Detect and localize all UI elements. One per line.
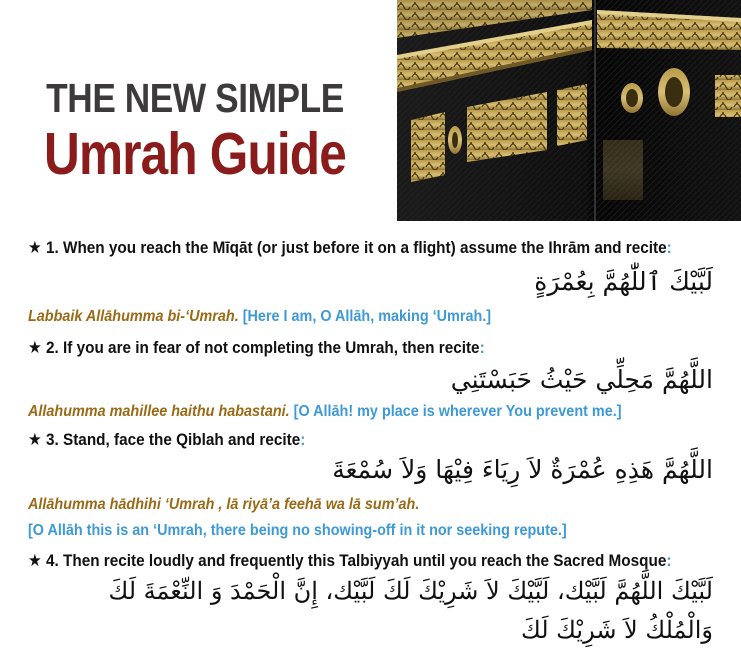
step-1-arabic: لَبَّيْكَ ٱللّٰهُمَّ بِعُمْرَةٍ [534,267,713,296]
step-1-translation [28,308,491,326]
kaaba-photo [397,0,741,221]
step-3-transliteration: Allāhumma hādhihi ‘Umrah , lā riyā’a feehā wa lā sum’ah. [28,496,420,513]
title-top: THE NEW SIMPLE [46,75,344,121]
step-2-translation [28,403,622,421]
star-icon: ★ [28,338,42,357]
star-icon: ★ [28,430,42,449]
step-1-transliteration: Labbaik Allāhumma bi-‘Umrah. [28,308,239,325]
step-1-text: 1. When you reach the Mīqāt (or just before it on a flight) assume the Ihrām and recite [46,238,667,257]
step-2-heading: ★ 2. If you are in fear of not completing the Umrah, then recite: [28,338,485,357]
step-3-translation [28,522,567,540]
step-3-text: 3. Stand, face the Qiblah and recite [46,430,301,449]
step-4-text: 4. Then recite loudly and frequently this Talbiyyah until you reach the Sacred Mosque [46,551,667,570]
step-2-meaning: [O Allāh! my place is wherever You prevent me.] [293,403,622,420]
star-icon: ★ [28,551,42,570]
step-4-heading: ★ 4. Then recite loudly and frequently this Talbiyyah until you reach the Sacred Mosque: [28,551,672,570]
step-1-heading: ★ 1. When you reach the Mīqāt (or just before it on a flight) assume the Ihrām and recite: [28,238,672,257]
step-3-meaning: [O Allāh this is an ‘Umrah, there being no showing-off in it nor seeking repute.] [28,522,567,539]
step-2-transliteration: Allahumma mahillee haithu habastani. [28,403,290,420]
step-2-text: 2. If you are in fear of not completing the Umrah, then recite [46,338,480,357]
step-3-heading: ★ 3. Stand, face the Qiblah and recite: [28,430,306,449]
step-2-arabic: اللَّهُمَّ مَحِلِّي حَيْثُ حَبَسْتَنِي [450,365,713,394]
step-3-transliteration-line [28,496,419,514]
step-4-arabic-line-1: لَبَّيْكَ اللَّهُمَّ لَبَّيْك، لَبَّيْكَ لاَ شَرِيْكَ لَكَ لَبَّيْك، إِنَّ الْحَمْدَ وَ النِّعْمَةَ لَكَ [108,577,713,605]
page-title: Umrah Guide [44,121,346,187]
step-1-meaning: [Here I am, O Allāh, making ‘Umrah.] [242,308,492,325]
step-4-arabic-line-2: وَالْمُلْكُ لاَ شَرِيْكَ لَكَ [521,616,713,644]
star-icon: ★ [28,238,42,257]
step-3-arabic: اللَّهُمَّ هَذِهِ عُمْرَةٌ لاَ رِيَاءَ فِيْهَا وَلاَ سُمْعَةَ [332,455,713,484]
